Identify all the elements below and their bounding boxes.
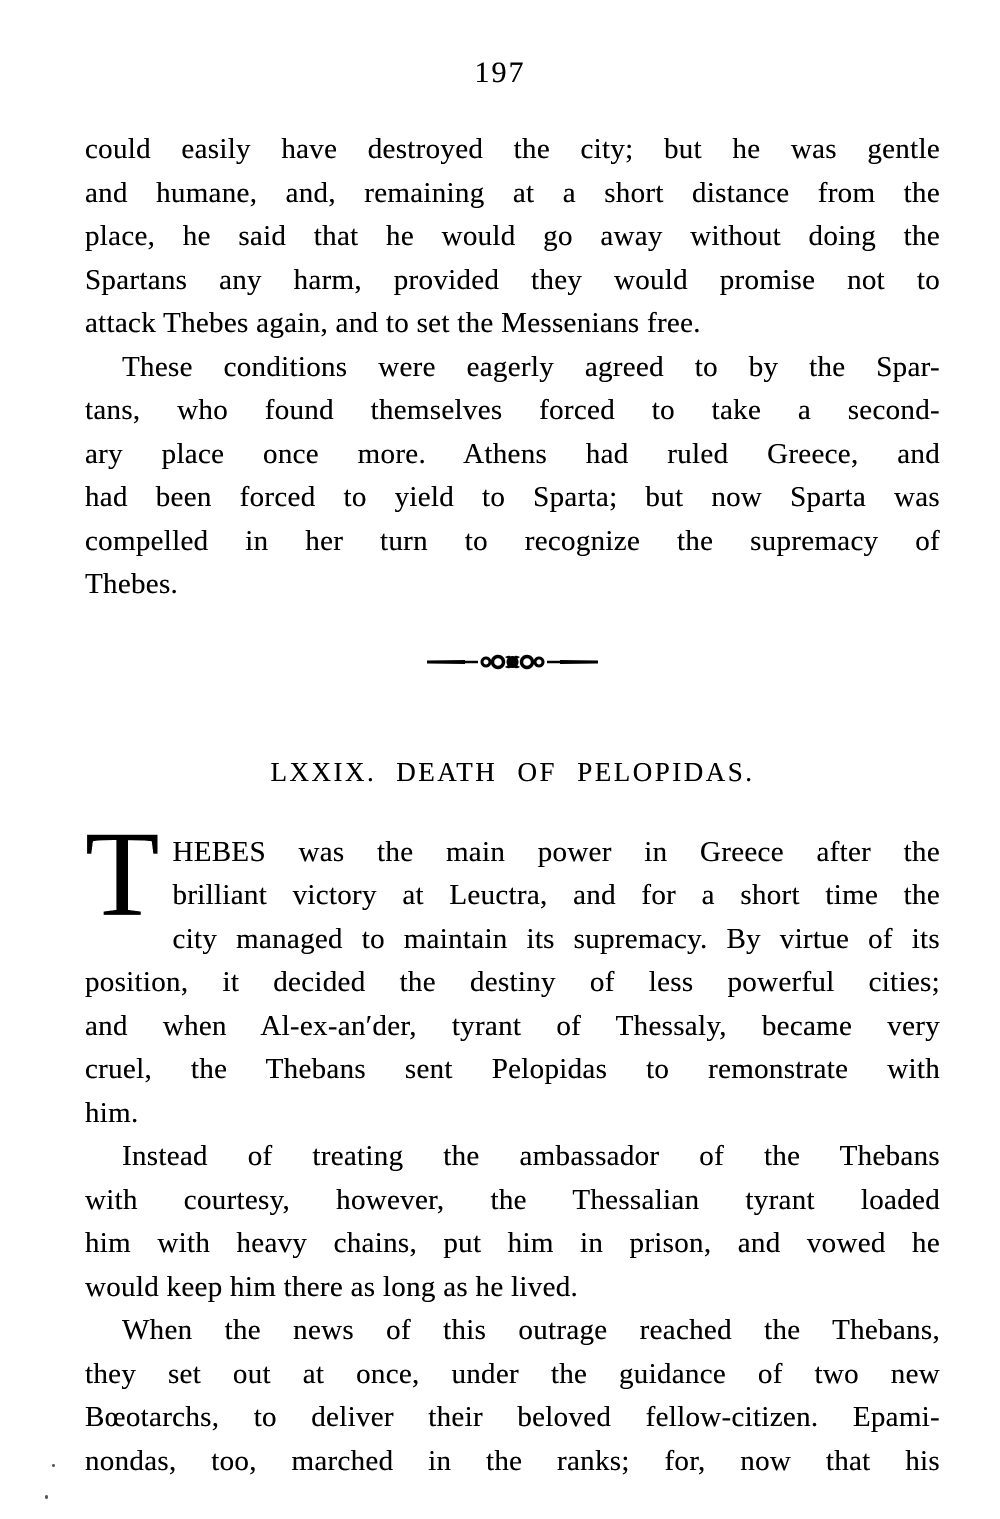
paragraph-2 [85, 346, 940, 607]
scan-speck [45, 1495, 48, 1499]
text-line: tans, who found themselves forced to take a second- [85, 394, 940, 426]
text-line: with courtesy, however, the Thessalian tyrant loaded [85, 1183, 940, 1216]
text-line: These conditions were eagerly agreed to by the Spar- [122, 350, 940, 383]
text-line: ary place once more. Athens had ruled Greece, and [85, 437, 940, 470]
chapter-heading [85, 755, 940, 789]
scan-speck [52, 1464, 55, 1467]
text-line: place, he said that he would go away without doing the [85, 220, 940, 252]
text-line: position, it decided the destiny of less powerful cities; [85, 966, 940, 998]
text-line: Spartans any harm, provided they would promise not to [85, 263, 940, 296]
paragraph-4 [85, 1135, 940, 1309]
divider-ornament-icon [425, 649, 600, 675]
text-line: Instead of treating the ambassador of the Thebans [122, 1140, 940, 1172]
paragraph-1 [85, 128, 940, 346]
text-line: him with heavy chains, put him in prison, and vowed he [85, 1227, 940, 1259]
text-line: had been forced to yield to Sparta; but now Sparta was [85, 481, 940, 513]
text-line: him. [85, 1096, 139, 1129]
chapter-number: LXXIX. [270, 756, 377, 787]
text-line: they set out at once, under the guidance of two new [85, 1357, 940, 1390]
drop-cap: T [85, 806, 160, 942]
text-line: cruel, the Thebans sent Pelopidas to remonstrate with [85, 1053, 940, 1085]
text-line: When the news of this outrage reached the Thebans, [122, 1314, 940, 1346]
text-line: city managed to maintain its supremacy. By virtue of its [172, 922, 940, 955]
paragraph-5 [85, 1309, 940, 1483]
page-number: 197 [474, 56, 526, 89]
text-line: could easily have destroyed the city; but he was gentle [85, 133, 940, 165]
text-line: attack Thebes again, and to set the Messenians free. [85, 307, 701, 339]
text-line: and when Al-ex-an′der, tyrant of Thessaly, became very [85, 1009, 940, 1042]
text-line: compelled in her turn to recognize the supremacy of [85, 524, 940, 557]
text-line: brilliant victory at Leuctra, and for a short time the [172, 879, 940, 911]
page-content [85, 128, 940, 1483]
text-line: Thebes. [85, 568, 179, 600]
paragraph-3 [85, 806, 940, 1136]
section-divider [85, 649, 940, 675]
text-line: HEBES was the main power in Greece after the [172, 835, 940, 868]
text-line: would keep him there as long as he lived. [85, 1270, 579, 1303]
chapter-title: DEATH OF PELOPIDAS. [396, 756, 755, 787]
text-line: Bœotarchs, to deliver their beloved fellow-citizen. Epami- [85, 1401, 940, 1433]
text-line: and humane, and, remaining at a short distance from the [85, 176, 940, 209]
text-line: nondas, too, marched in the ranks; for, now that his [85, 1444, 940, 1477]
